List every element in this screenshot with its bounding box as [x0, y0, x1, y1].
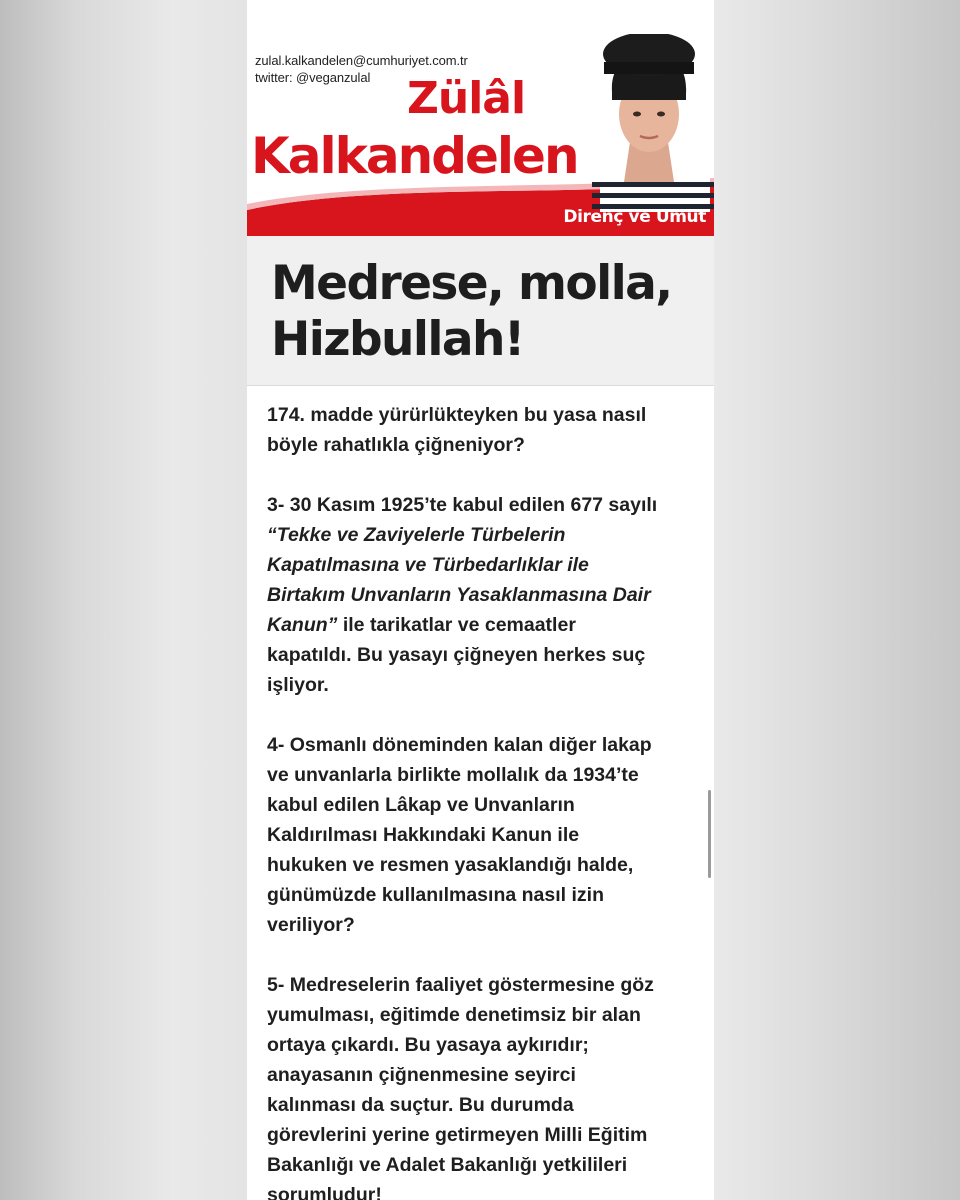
text-line: böyle rahatlıkla çiğneniyor?	[267, 434, 525, 456]
text-line: hukuken ve resmen yasaklandığı halde,	[267, 854, 634, 876]
text-line: kalınması da suçtur. Bu durumda	[267, 1094, 574, 1116]
text-line: kabul edilen Lâkap ve Unvanların	[267, 794, 575, 816]
text-line: görevlerini yerine getirmeyen Milli Eğitim	[267, 1124, 648, 1146]
top-margin	[247, 0, 714, 34]
text-line: işliyor.	[267, 674, 329, 696]
headline-line-2: Hizbullah!	[271, 312, 524, 367]
text-line: 5- Medreselerin faaliyet göstermesine göz	[267, 974, 654, 996]
text-line: 174. madde yürürlükteyken bu yasa nasıl	[267, 404, 647, 426]
columnist-first-name: Zülâl	[407, 73, 526, 124]
text-line: anayasanın çiğnenmesine seyirci	[267, 1064, 576, 1086]
columnist-email: zulal.kalkandelen@cumhuriyet.com.tr	[255, 53, 468, 68]
text-line: ortaya çıkardı. Bu yasaya aykırıdır;	[267, 1034, 589, 1056]
paragraph-3	[267, 730, 707, 940]
text-line: günümüzde kullanılmasına nasıl izin	[267, 884, 604, 906]
scrollbar-thumb[interactable]	[708, 790, 711, 878]
law-title-line: Kapatılmasına ve Türbedarlıklar ile	[267, 554, 589, 576]
columnist-header	[247, 34, 714, 236]
columnist-portrait	[582, 34, 714, 212]
text-line: 4- Osmanlı döneminden kalan diğer lakap	[267, 734, 652, 756]
text-fragment: ile tarikatlar ve cemaatler	[337, 614, 576, 636]
paragraph-1	[267, 400, 707, 460]
text-line: Bakanlığı ve Adalet Bakanlığı yetkilileri	[267, 1154, 628, 1176]
text-line: 3- 30 Kasım 1925’te kabul edilen 677 sayılı	[267, 494, 658, 516]
paragraph-4	[267, 970, 707, 1200]
article-headline	[271, 256, 671, 368]
article-page	[247, 0, 714, 1200]
column-tagline: Direnç ve Umut	[563, 207, 706, 227]
columnist-last-name: Kalkandelen	[251, 127, 578, 185]
headline-line-1: Medrese, molla,	[271, 256, 672, 311]
paragraph-2	[267, 490, 707, 700]
article-body	[267, 400, 707, 1200]
law-title-line: Birtakım Unvanların Yasaklanmasına Dair	[267, 584, 651, 606]
law-title-line: “Tekke ve Zaviyelerle Türbelerin	[267, 524, 566, 546]
columnist-twitter: twitter: @veganzulal	[255, 70, 371, 85]
law-title-line: Kanun”	[267, 614, 338, 636]
text-line: kapatıldı. Bu yasayı çiğneyen herkes suç	[267, 644, 646, 666]
text-line: yumulması, eğitimde denetimsiz bir alan	[267, 1004, 641, 1026]
headline-box	[247, 236, 714, 386]
text-line: Kaldırılması Hakkındaki Kanun ile	[267, 824, 580, 846]
text-line: sorumludur!	[267, 1184, 382, 1200]
text-line: ve unvanlarla birlikte mollalık da 1934’te	[267, 764, 639, 786]
text-line: veriliyor?	[267, 914, 355, 936]
